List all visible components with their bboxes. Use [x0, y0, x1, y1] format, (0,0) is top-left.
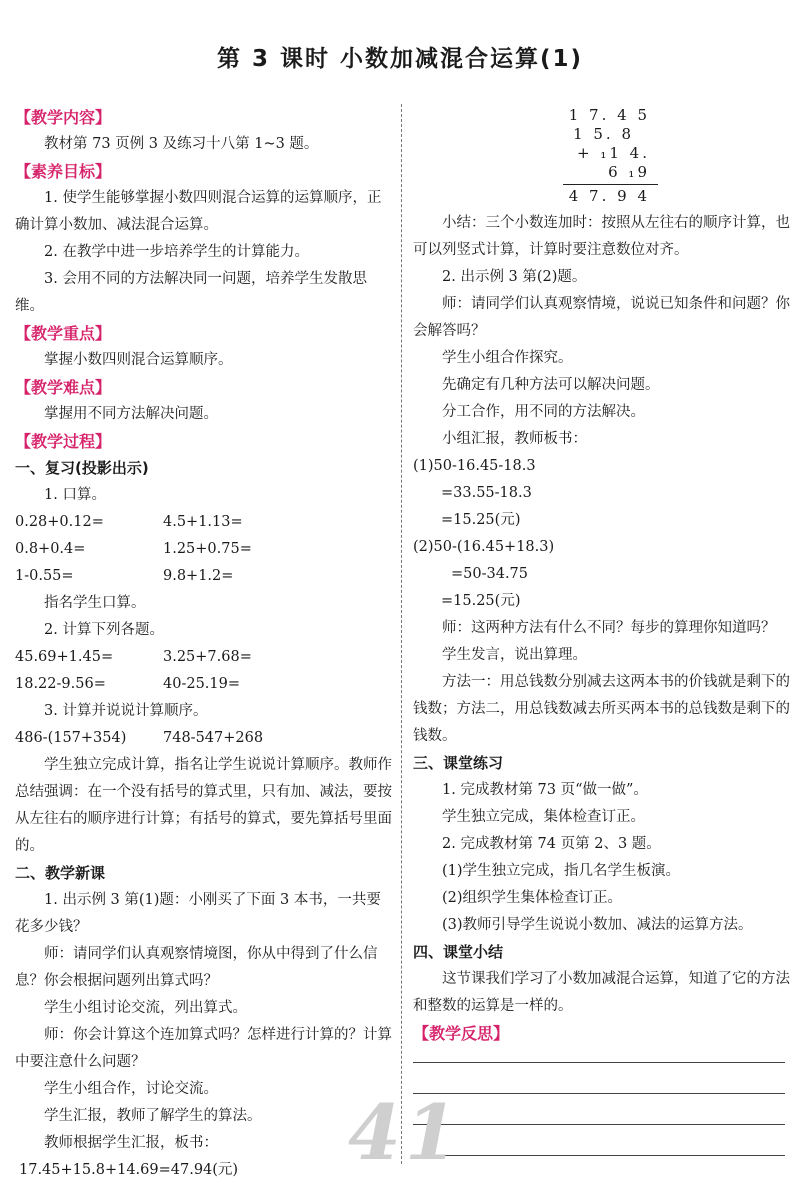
calc-item: 18.22-9.56=: [15, 676, 106, 692]
lesson-text: 分工合作，用不同的方法解决。: [442, 404, 645, 420]
content-text: 教材第 73 页例 3 及练习十八第 1~3 题。: [44, 136, 319, 152]
method-line: =15.25(元): [441, 593, 521, 609]
order-item: 748-547+268: [163, 730, 264, 746]
lesson-text: 学生汇报，教师了解学生的算法。: [44, 1108, 262, 1124]
oral-item: 0.28+0.12=: [15, 514, 104, 530]
oral-note: 指名学生口算。: [44, 595, 146, 611]
lesson-text: 小组汇报，教师板书：: [442, 431, 587, 447]
writing-line: [413, 1063, 785, 1094]
lesson-text: 学生小组讨论交流，列出算式。: [44, 1000, 247, 1016]
summary-text: 这节课我们学习了小数加减混合运算，知道了它的方法和整数的运算是一样的。: [413, 971, 790, 1014]
method-line: (2)50-(16.45+18.3): [413, 539, 555, 555]
lesson-text: 方法一：用总钱数分别减去这两本书的价钱就是剩下的钱数；方法二，用总钱数减去所买两本书的总钱数是剩下的钱数。: [413, 674, 790, 744]
lesson-text: 学生小组合作，讨论交流。: [44, 1081, 218, 1097]
practice-text: (3)教师引导学生说说小数加、减法的运算方法。: [442, 917, 753, 933]
goal-3: 3. 会用不同的方法解决同一问题，培养学生发散思维。: [15, 271, 367, 314]
method-line: =50-34.75: [451, 566, 529, 582]
heading-summary: 四、课堂小结: [413, 943, 504, 961]
practice-text: 1. 完成教材第 73 页“做一做”。: [442, 782, 648, 798]
section-tag-key: 【教学重点】: [15, 324, 112, 343]
calc-item: 45.69+1.45=: [15, 649, 114, 665]
lesson-text: 师：这两种方法有什么不同？每步的算理你知道吗？: [442, 620, 776, 636]
writing-line: [413, 1032, 785, 1063]
order-row: [15, 725, 393, 752]
practice-text: (1)学生独立完成，指几名学生板演。: [442, 863, 681, 879]
vcalc-rule: [563, 184, 658, 185]
lesson-text: 师：你会计算这个连加算式吗？怎样进行计算的？计算中要注意什么问题？: [15, 1027, 392, 1070]
section-tag-content: 【教学内容】: [15, 108, 112, 127]
heading-new-lesson: 二、教学新课: [15, 864, 106, 882]
section-tag-difficult: 【教学难点】: [15, 378, 112, 397]
section-tag-reflection: 【教学反思】: [413, 1024, 510, 1043]
vcalc-line: 1 5. 8: [573, 125, 634, 143]
lesson-text: 1. 出示例 3 第(1)题：小刚买了下面 3 本书，一共要花多少钱？: [15, 892, 381, 935]
order-label: 3. 计算并说说计算顺序。: [44, 703, 208, 719]
reflection-lines: [413, 1032, 785, 1156]
calc-label: 2. 计算下列各题。: [44, 622, 164, 638]
section-tag-process: 【教学过程】: [15, 432, 112, 451]
lesson-text: 师：请同学们认真观察情境，说说已知条件和问题？你会解答吗？: [413, 296, 790, 339]
difficult-text: 掌握用不同方法解决问题。: [44, 406, 218, 422]
lesson-text: 教师根据学生汇报，板书：: [44, 1135, 218, 1151]
page-number: 41: [348, 1088, 462, 1177]
practice-text: 学生独立完成，集体检查订正。: [442, 809, 645, 825]
column-divider: [401, 104, 402, 1164]
oral-calc-label: 1. 口算。: [44, 487, 106, 503]
calc-item: 40-25.19=: [163, 676, 241, 692]
oral-item: 1.25+0.75=: [163, 541, 252, 557]
equation: 17.45+15.8+14.69=47.94(元): [19, 1162, 239, 1178]
vcalc-line: + ₁1 4. 6 ₁9: [577, 144, 650, 181]
vertical-calculation: [563, 106, 658, 206]
writing-line: [413, 1125, 785, 1156]
left-column: [15, 104, 393, 1184]
oral-item: 0.8+0.4=: [15, 541, 86, 557]
oral-row: [15, 563, 393, 590]
goal-2: 2. 在教学中进一步培养学生的计算能力。: [44, 244, 309, 260]
calc-row: [15, 671, 393, 698]
oral-item: 1-0.55=: [15, 568, 74, 584]
calc-item: 3.25+7.68=: [163, 649, 252, 665]
method-line: =15.25(元): [441, 512, 521, 528]
lesson-text: 学生小组合作探究。: [442, 350, 573, 366]
method-line: =33.55-18.3: [441, 485, 532, 501]
page-title: 第 3 课时 小数加减混合运算(1): [216, 46, 584, 72]
heading-review: 一、复习(投影出示): [15, 459, 149, 477]
summary-text: 学生独立完成计算，指名让学生说说计算顺序。教师作总结强调：在一个没有括号的算式里，只有加、减法，要按从左往右的顺序进行计算；有括号的算式，要先算括号里面的。: [15, 757, 392, 854]
order-item: 486-(157+354): [15, 730, 127, 746]
goal-1: 1. 使学生能够掌握小数四则混合运算的运算顺序，正确计算小数加、减法混合运算。: [15, 190, 382, 233]
heading-practice: 三、课堂练习: [413, 754, 504, 772]
section-tag-goals: 【素养目标】: [15, 162, 112, 181]
practice-text: 2. 完成教材第 74 页第 2、3 题。: [442, 836, 661, 852]
lesson-text: 2. 出示例 3 第(2)题。: [442, 269, 587, 285]
lesson-text: 学生发言，说出算理。: [442, 647, 587, 663]
lesson-text: 先确定有几种方法可以解决问题。: [442, 377, 660, 393]
method-line: (1)50-16.45-18.3: [413, 458, 536, 474]
oral-item: 9.8+1.2=: [163, 568, 234, 584]
oral-row: [15, 536, 393, 563]
vcalc-result: 4 7. 9 4: [568, 187, 650, 205]
lesson-text: 师：请同学们认真观察情境图，你从中得到了什么信息？你会根据问题列出算式吗？: [15, 946, 378, 989]
vcalc-line: 1 7. 4 5: [568, 106, 650, 124]
writing-line: [413, 1094, 785, 1125]
oral-item: 4.5+1.13=: [163, 514, 243, 530]
practice-text: (2)组织学生集体检查订正。: [442, 890, 623, 906]
right-column: [413, 106, 791, 1047]
oral-row: [15, 509, 393, 536]
summary-text: 小结：三个小数连加时：按照从左往右的顺序计算，也可以列竖式计算，计算时要注意数位对齐。: [413, 215, 790, 258]
calc-row: [15, 644, 393, 671]
key-text: 掌握小数四则混合运算顺序。: [44, 352, 233, 368]
